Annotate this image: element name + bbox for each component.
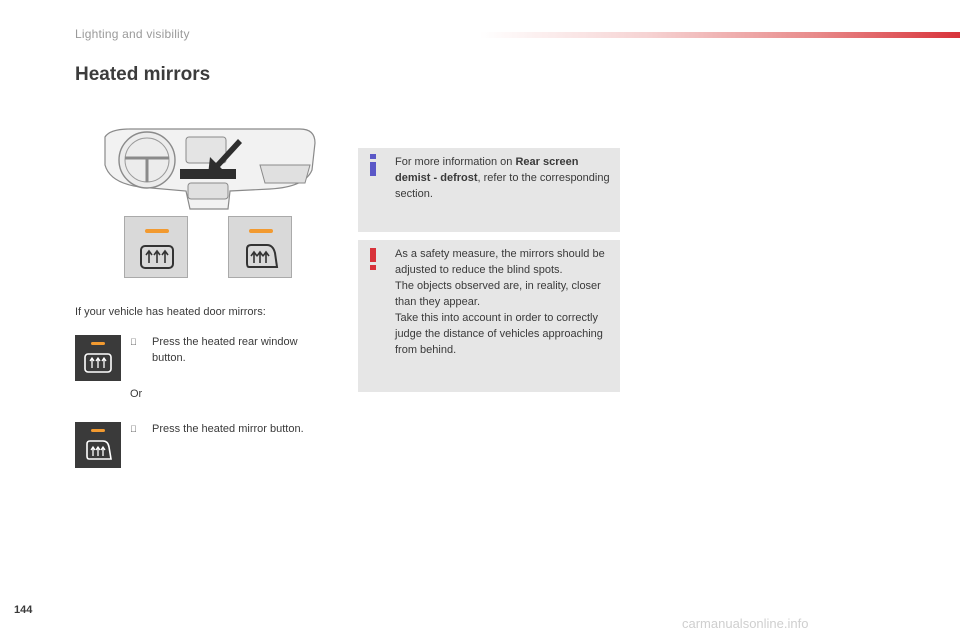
step-bullet bbox=[130, 337, 137, 347]
info-link-text: Rear screen demist - defrost bbox=[395, 156, 579, 184]
step-1-text: Press the heated rear window button. bbox=[152, 336, 298, 364]
header-accent-bar bbox=[480, 32, 960, 38]
step-bullet bbox=[130, 424, 137, 434]
rear-demist-icon bbox=[84, 352, 112, 374]
rear-window-demist-button-large bbox=[124, 216, 188, 278]
intro-text: If your vehicle has heated door mirrors: bbox=[75, 306, 266, 318]
indicator-led bbox=[249, 229, 273, 233]
info-text: For more information on Rear screen demist - defrost, refer to the corresponding section. bbox=[395, 156, 610, 200]
mirror-heat-button bbox=[75, 422, 121, 468]
page-title: Heated mirrors bbox=[75, 64, 211, 85]
section-header: Lighting and visibility bbox=[75, 27, 190, 41]
mirror-heat-icon bbox=[243, 243, 279, 271]
dashboard-illustration bbox=[100, 125, 320, 215]
or-separator: Or bbox=[130, 388, 143, 400]
highlighted-button-strip bbox=[180, 169, 236, 179]
warning-text: As a safety measure, the mirrors should be adjusted to reduce the blind spots. The objects observed are, in reality, closer than they appear. Take this into account in order to correctly judge the distance of vehicles approaching from behind. bbox=[395, 248, 605, 356]
info-panel bbox=[358, 148, 620, 232]
mirror-heat-button-large bbox=[228, 216, 292, 278]
warning-panel bbox=[358, 240, 620, 392]
watermark: carmanualsonline.info bbox=[682, 616, 809, 631]
info-icon bbox=[368, 154, 378, 176]
step-2-text: Press the heated mirror button. bbox=[152, 423, 304, 435]
rear-window-button bbox=[75, 335, 121, 381]
mirror-heat-icon bbox=[84, 439, 112, 461]
page-number: 144 bbox=[14, 604, 33, 616]
indicator-led bbox=[145, 229, 169, 233]
warning-icon bbox=[369, 248, 377, 270]
rear-demist-icon bbox=[139, 243, 175, 271]
